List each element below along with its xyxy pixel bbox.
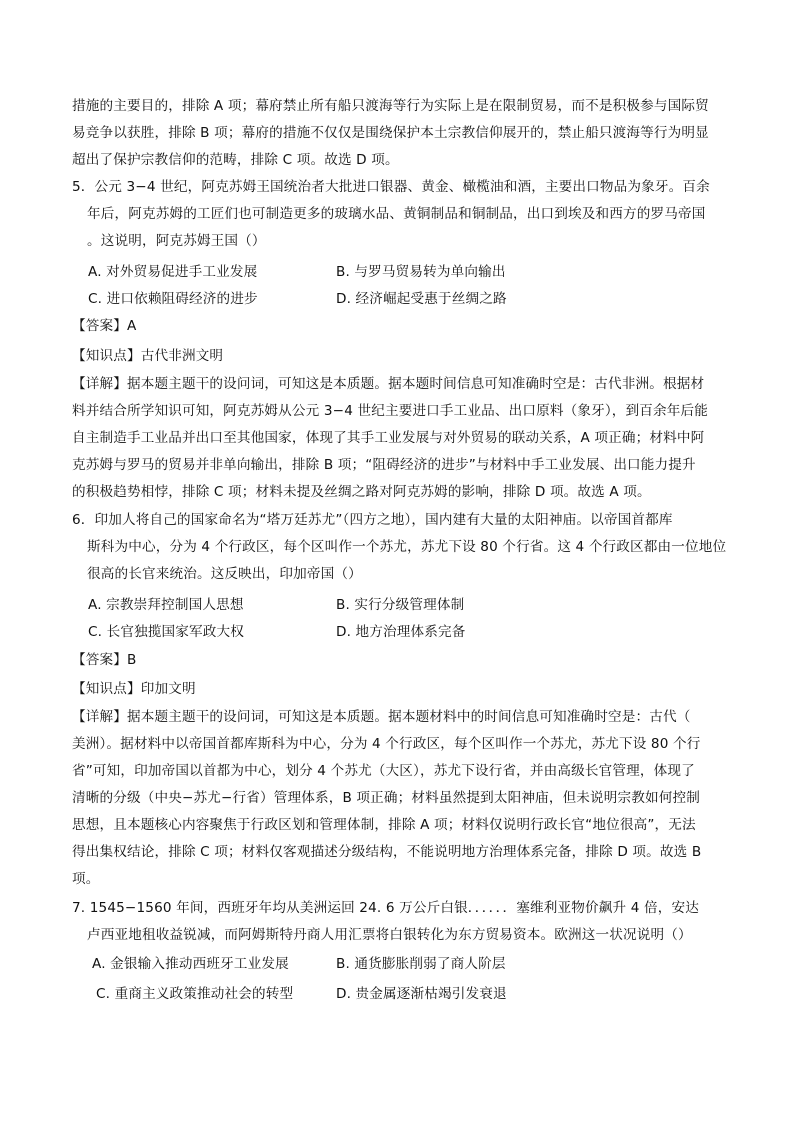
q6-option-b: B. 实行分级管理体制 [336, 597, 465, 613]
q6-stem-line-2: 斯科为中心，分为 4 个行政区，每个区叫作一个苏尤，苏尤下设 80 个行省。这 4 个行政区都由一位地位 [87, 539, 727, 555]
q5-option-d: D. 经济崛起受惠于丝绸之路 [336, 291, 507, 307]
q6-detail-line-6: 得出集权结论，排除 C 项；材料仅客观描述分级结构，不能说明地方治理体系完备，排除 D 项。故选 B [72, 844, 702, 860]
q6-option-a: A. 宗教崇拜控制国人思想 [88, 597, 244, 613]
q5-stem-line-2: 年后，阿克苏姆的工匠们也可制造更多的玻璃水品、黄铜制品和铜制品，出口到埃及和西方的罗马帝国 [87, 206, 706, 222]
intro-line-3: 超出了保护宗教信仰的范畴，排除 C 项。故选 D 项。 [72, 152, 399, 168]
q7-stem-line-1: 7. 1545−1560 年间，西班牙年均从美洲运回 24. 6 万公斤白银．．．．．．塞维利亚物价飙升 4 倍，安达 [72, 900, 699, 916]
q6-stem-line-3: 很高的长官来统治。这反映出，印加帝国（） [87, 566, 362, 582]
q6-knowledge-point: 【知识点】印加文明 [72, 681, 196, 697]
q5-detail-line-1: 【详解】据本题主题干的设问词，可知这是本质题。据本题时间信息可知准确时空是：古代非洲。根据材 [72, 376, 705, 392]
q6-option-c: C. 长官独揽国家军政大权 [88, 624, 245, 640]
q6-answer: 【答案】B [72, 652, 137, 668]
q5-detail-line-3: 自主制造手工业品并出口至其他国家，体现了其手工业发展与对外贸易的联动关系，A 项正确；材料中阿 [72, 430, 705, 446]
q6-detail-line-3: 省”可知，印加帝国以首都为中心，划分 4 个苏尤（大区），苏尤下设行省，并由高级长官管理，体现了 [72, 763, 695, 779]
q6-detail-line-2: 美洲）。据材料中以帝国首都库斯科为中心，分为 4 个行政区，每个区叫作一个苏尤，苏尤下设 80 个行 [72, 736, 701, 752]
q6-detail-line-7: 项。 [72, 871, 100, 887]
q7-stem-line-2: 卢西亚地租收益锐减，而阿姆斯特丹商人用汇票将白银转化为东方贸易资本。欧洲这一状况说明（） [87, 927, 692, 943]
q5-stem-line-3: 。这说明，阿克苏姆王国（） [87, 233, 266, 249]
q5-option-a: A. 对外贸易促进手工业发展 [88, 264, 258, 280]
q6-option-d: D. 地方治理体系完备 [336, 624, 466, 640]
q5-stem-line-1: 5．公元 3−4 世纪，阿克苏姆王国统治者大批进口银器、黄金、橄榄油和酒，主要出口物品为象牙。百余 [72, 179, 710, 195]
q5-detail-line-4: 克苏姆与罗马的贸易并非单向输出，排除 B 项；“阻碍经济的进步”与材料中手工业发展、出口能力提升 [72, 457, 696, 473]
q6-stem-line-1: 6．印加人将自己的国家命名为“塔万廷苏尤”（四方之地），国内建有大量的太阳神庙。以帝国首都库 [72, 512, 673, 528]
q5-knowledge-point: 【知识点】古代非洲文明 [72, 348, 224, 364]
q5-detail-line-2: 料并结合所学知识可知，阿克苏姆从公元 3−4 世纪主要进口手工业品、出口原料（象牙），到百余年后能 [72, 403, 709, 419]
q7-option-c: C. 重商主义政策推动社会的转型 [96, 986, 294, 1002]
q5-option-b: B. 与罗马贸易转为单向输出 [336, 264, 506, 280]
intro-line-1: 措施的主要目的，排除 A 项；幕府禁止所有船只渡海等行为实际上是在限制贸易，而不是积极参与国际贸 [72, 98, 709, 114]
q6-detail-line-1: 【详解】据本题主题干的设问词，可知这是本质题。据本题材料中的时间信息可知准确时空是：古代（ [72, 709, 691, 725]
q5-option-c: C. 进口依赖阻碍经济的进步 [88, 291, 258, 307]
q7-option-d: D. 贵金属逐渐枯竭引发衰退 [336, 986, 507, 1002]
q6-detail-line-4: 清晰的分级（中央−苏尤−行省）管理体系，B 项正确；材料虽然提到太阳神庙，但未说明宗教如何控制 [72, 790, 701, 806]
q5-detail-line-5: 的积极趋势相悖，排除 C 项；材料未提及丝绸之路对阿克苏姆的影响，排除 D 项。故选 A 项。 [72, 484, 651, 500]
q5-answer: 【答案】A [72, 318, 137, 334]
intro-line-2: 易竞争以获胜，排除 B 项；幕府的措施不仅仅是围绕保护本土宗教信仰展开的，禁止船只渡海等行为明显 [72, 125, 709, 141]
q7-option-a: A. 金银输入推动西班牙工业发展 [92, 956, 289, 972]
q6-detail-line-5: 思想，且本题核心内容聚焦于行政区划和管理体制，排除 A 项；材料仅说明行政长官“地位很高”，无法 [72, 817, 696, 833]
q7-option-b: B. 通货膨胀削弱了商人阶层 [336, 956, 506, 972]
